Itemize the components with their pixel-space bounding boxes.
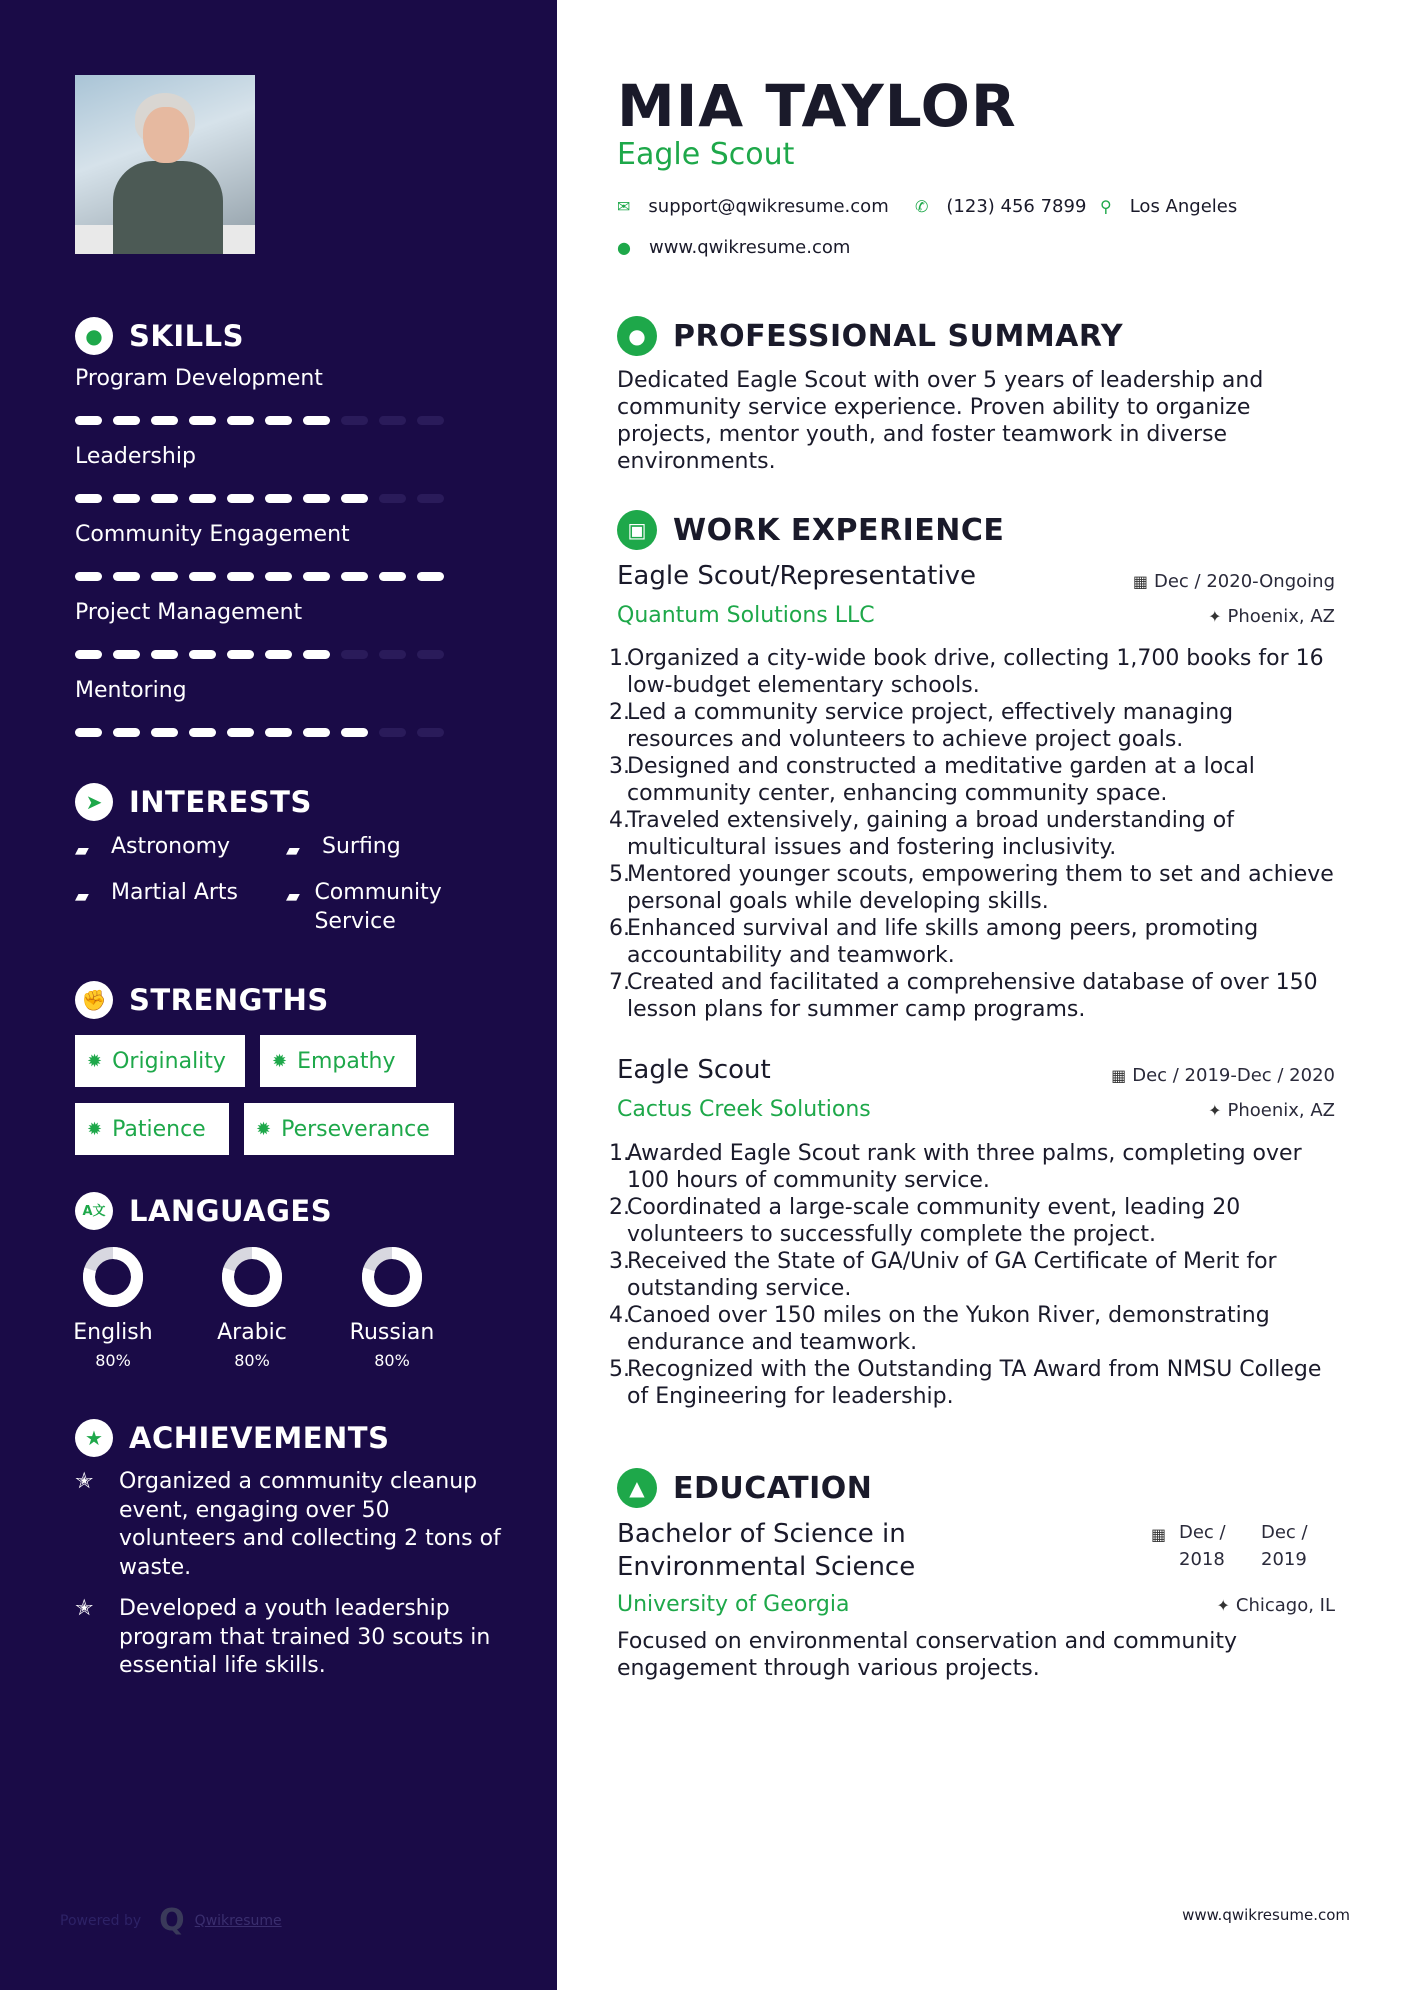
skill-level-dot xyxy=(75,416,102,425)
language-proficiency-ring xyxy=(221,1246,283,1308)
job-company: Quantum Solutions LLC xyxy=(617,603,875,628)
contact-location: ⚲ Los Angeles xyxy=(1100,196,1238,217)
list-number: 4. xyxy=(609,1303,630,1328)
skill-level-dot xyxy=(189,728,216,737)
skill-name: Project Management xyxy=(75,600,303,625)
book-icon: ▰ xyxy=(75,886,89,907)
job-bullets xyxy=(609,1140,1337,1410)
job-location: ✦ Phoenix, AZ xyxy=(1208,1100,1335,1121)
skill-level-dot xyxy=(379,572,406,581)
skill-level-dot xyxy=(189,494,216,503)
list-number: 6. xyxy=(609,916,630,941)
language-proficiency-ring xyxy=(361,1246,423,1308)
experience-header xyxy=(617,510,1004,550)
job-title: Eagle Scout xyxy=(617,1055,771,1085)
skill-level-bar xyxy=(75,572,455,581)
skill-name: Community Engagement xyxy=(75,522,350,547)
education-end: Dec / 2019 xyxy=(1261,1522,1308,1570)
skill-level-dot xyxy=(379,728,406,737)
fist-icon: ✊ xyxy=(75,981,113,1019)
star-icon: ✭ xyxy=(75,1469,94,1494)
skill-name: Mentoring xyxy=(75,678,187,703)
list-number: 2. xyxy=(609,700,630,725)
list-item: 5. Recognized with the Outstanding TA Award from NMSU College of Engineering for leadership. xyxy=(609,1357,1322,1409)
skill-level-dot xyxy=(151,572,178,581)
education-description: Focused on environmental conservation and community engagement through various projects. xyxy=(617,1629,1238,1681)
language-percent: 80% xyxy=(95,1351,131,1370)
list-item: 3. Designed and constructed a meditative garden at a local community center, enhancing community space. xyxy=(609,754,1255,806)
skill-level-dot xyxy=(113,494,140,503)
list-number: 2. xyxy=(609,1195,630,1220)
profile-photo xyxy=(75,75,255,254)
job-date: ▦ Dec / 2019-Dec / 2020 xyxy=(1111,1065,1335,1086)
main-content xyxy=(557,0,1407,1990)
skill-level-dot xyxy=(113,650,140,659)
skill-item xyxy=(75,442,455,503)
skill-level-dot xyxy=(75,572,102,581)
skill-level-dot xyxy=(417,416,444,425)
skill-level-dot xyxy=(151,416,178,425)
pin-icon: ✦ xyxy=(1208,607,1222,626)
list-number: 1. xyxy=(609,646,630,671)
skill-level-dot xyxy=(379,416,406,425)
skill-level-dot xyxy=(303,416,330,425)
education-header xyxy=(617,1468,872,1508)
skill-level-bar xyxy=(75,416,455,425)
list-number: 3. xyxy=(609,1249,630,1274)
languages-header xyxy=(75,1191,332,1231)
envelope-icon: ✉ xyxy=(617,197,631,216)
degree-title: Bachelor of Science in Environmental Science xyxy=(617,1519,916,1582)
star-icon: ✭ xyxy=(75,1596,94,1621)
skill-level-bar xyxy=(75,650,455,659)
skill-item xyxy=(75,676,455,737)
interest-item: ▰ Martial Arts xyxy=(75,880,239,907)
skill-level-dot xyxy=(265,416,292,425)
interest-item: ▰ Community Service xyxy=(286,880,442,934)
skill-level-dot xyxy=(227,416,254,425)
skill-name: Leadership xyxy=(75,444,196,469)
skill-level-dot xyxy=(303,572,330,581)
skill-level-dot xyxy=(227,650,254,659)
person-name: MIA TAYLOR xyxy=(617,72,1017,140)
skill-level-dot xyxy=(227,494,254,503)
skill-level-dot xyxy=(265,494,292,503)
skill-level-dot xyxy=(417,650,444,659)
list-number: 7. xyxy=(609,970,630,995)
book-icon: ▰ xyxy=(286,840,300,861)
interests-header xyxy=(75,782,312,822)
list-item: 6. Enhanced survival and life skills among peers, promoting accountability and teamwork. xyxy=(609,916,1259,968)
footer-url[interactable]: www.qwikresume.com xyxy=(1182,1906,1350,1924)
interest-item: ▰ Surfing xyxy=(286,834,401,861)
languages-title: LANGUAGES xyxy=(129,1194,333,1228)
book-icon: ▰ xyxy=(286,886,300,907)
badge-icon: ✹ xyxy=(272,1050,288,1072)
skill-level-dot xyxy=(341,494,368,503)
job-bullets xyxy=(609,645,1337,1023)
skill-level-dot xyxy=(151,728,178,737)
skill-name: Program Development xyxy=(75,366,323,391)
globe-icon: ● xyxy=(617,238,631,257)
skill-level-dot xyxy=(417,728,444,737)
skills-header xyxy=(75,316,244,356)
pin-icon: ✦ xyxy=(1208,1101,1222,1120)
skill-level-dot xyxy=(379,650,406,659)
achievement-item: ✭ Developed a youth leadership program that trained 30 scouts in essential life skills. xyxy=(75,1595,505,1681)
skill-level-dot xyxy=(303,728,330,737)
badge-icon: ✹ xyxy=(87,1050,103,1072)
skill-item xyxy=(75,598,455,659)
skill-level-dot xyxy=(113,572,140,581)
language-name: Russian xyxy=(349,1320,435,1345)
interest-item: ▰ Astronomy xyxy=(75,834,231,861)
powered-by: Powered by Q Qwikresume xyxy=(60,1903,282,1938)
list-item: 7. Created and facilitated a comprehensive database of over 150 lesson plans for summer camp programs. xyxy=(609,970,1318,1022)
summary-title: PROFESSIONAL SUMMARY xyxy=(673,318,1124,354)
skill-level-dot xyxy=(265,572,292,581)
language-proficiency-ring xyxy=(82,1246,144,1308)
strength-chip: ✹ Empathy xyxy=(260,1035,416,1087)
skill-item xyxy=(75,520,455,581)
list-number: 5. xyxy=(609,1357,630,1382)
skill-level-dot xyxy=(113,728,140,737)
skills-title: SKILLS xyxy=(129,319,244,353)
language-item xyxy=(337,1246,447,1370)
education-location: ✦ Chicago, IL xyxy=(1216,1595,1335,1616)
strengths-header xyxy=(75,980,329,1020)
brand-link[interactable]: Qwikresume xyxy=(194,1912,282,1929)
skill-level-dot xyxy=(417,572,444,581)
job-date: ▦ Dec / 2020-Ongoing xyxy=(1132,571,1335,592)
skill-level-dot xyxy=(113,416,140,425)
language-percent: 80% xyxy=(234,1351,270,1370)
list-item: 1. Organized a city-wide book drive, collecting 1,700 books for 16 low-budget elementary schools. xyxy=(609,646,1324,698)
skill-level-dot xyxy=(379,494,406,503)
skill-level-dot xyxy=(341,572,368,581)
calendar-icon: ▦ xyxy=(1111,1066,1127,1085)
achievement-item: ✭ Organized a community cleanup event, engaging over 50 volunteers and collecting 2 tons of waste. xyxy=(75,1468,505,1582)
job-company: Cactus Creek Solutions xyxy=(617,1097,871,1122)
skill-level-dot xyxy=(189,416,216,425)
list-item: 3. Received the State of GA/Univ of GA Certificate of Merit for outstanding service. xyxy=(609,1249,1277,1301)
badge-icon: ✹ xyxy=(87,1118,103,1140)
skill-level-dot xyxy=(417,494,444,503)
skill-level-dot xyxy=(189,650,216,659)
language-name: Arabic xyxy=(217,1320,287,1345)
user-icon: ● xyxy=(617,316,657,356)
list-item: 2. Led a community service project, effectively managing resources and volunteers to achieve project goals. xyxy=(609,700,1234,752)
skill-level-dot xyxy=(151,494,178,503)
strengths-title: STRENGTHS xyxy=(129,983,329,1017)
skill-level-dot xyxy=(227,728,254,737)
calendar-icon: ▦ xyxy=(1132,572,1148,591)
summary-text: Dedicated Eagle Scout with over 5 years of leadership and community service experience. Proven ability to organize projects, mentor youth, and foster teamwork in diverse environments. xyxy=(617,368,1264,474)
skill-level-dot xyxy=(341,416,368,425)
list-item: 5. Mentored younger scouts, empowering them to set and achieve personal goals while developing skills. xyxy=(609,862,1334,914)
skill-level-dot xyxy=(341,650,368,659)
calendar-icon: ▦ xyxy=(1151,1525,1167,1544)
skill-level-dot xyxy=(75,494,102,503)
list-number: 4. xyxy=(609,808,630,833)
map-pin-icon: ⚲ xyxy=(1100,197,1112,216)
job-title: Eagle Scout/Representative xyxy=(617,561,976,591)
achievements-header xyxy=(75,1418,389,1458)
experience-title: WORK EXPERIENCE xyxy=(673,512,1005,548)
language-item xyxy=(58,1246,168,1370)
skill-level-dot xyxy=(303,494,330,503)
sidebar xyxy=(0,0,557,1990)
job-location: ✦ Phoenix, AZ xyxy=(1208,606,1335,627)
interests-title: INTERESTS xyxy=(129,785,312,819)
contact-phone[interactable]: ✆ (123) 456 7899 xyxy=(915,196,1087,217)
skill-level-dot xyxy=(341,728,368,737)
skill-level-dot xyxy=(265,728,292,737)
skill-level-dot xyxy=(303,650,330,659)
phone-icon: ✆ xyxy=(915,197,929,216)
skill-level-dot xyxy=(227,572,254,581)
list-number: 5. xyxy=(609,862,630,887)
list-number: 3. xyxy=(609,754,630,779)
school-name: University of Georgia xyxy=(617,1592,850,1617)
strength-chip: ✹ Perseverance xyxy=(244,1103,454,1155)
education-dates xyxy=(1151,1525,1172,1544)
paper-plane-icon: ➤ xyxy=(75,783,113,821)
skill-level-dot xyxy=(75,728,102,737)
education-title: EDUCATION xyxy=(673,1470,873,1506)
list-item: 2. Coordinated a large-scale community event, leading 20 volunteers to successfully complete the project. xyxy=(609,1195,1241,1247)
list-item: 4. Traveled extensively, gaining a broad understanding of multicultural issues and fostering inclusivity. xyxy=(609,808,1234,860)
lightbulb-icon: ● xyxy=(75,317,113,355)
language-percent: 80% xyxy=(374,1351,410,1370)
list-item: 4. Canoed over 150 miles on the Yukon River, demonstrating endurance and teamwork. xyxy=(609,1303,1270,1355)
summary-header xyxy=(617,316,1123,356)
skill-level-bar xyxy=(75,728,455,737)
badge-icon: ✹ xyxy=(256,1118,272,1140)
education-start: Dec / 2018 xyxy=(1179,1522,1226,1570)
achievements-title: ACHIEVEMENTS xyxy=(129,1421,390,1455)
briefcase-icon: ▣ xyxy=(617,510,657,550)
star-badge-icon: ★ xyxy=(75,1419,113,1457)
skill-level-dot xyxy=(189,572,216,581)
skill-level-dot xyxy=(75,650,102,659)
graduation-cap-icon: ▲ xyxy=(617,1468,657,1508)
person-role: Eagle Scout xyxy=(617,137,795,172)
contact-email[interactable]: ✉ support@qwikresume.com xyxy=(617,196,889,217)
list-item: 1. Awarded Eagle Scout rank with three palms, completing over 100 hours of community service. xyxy=(609,1141,1302,1193)
skill-level-dot xyxy=(265,650,292,659)
strength-chip: ✹ Patience xyxy=(75,1103,229,1155)
pin-icon: ✦ xyxy=(1216,1596,1230,1615)
qwikresume-logo-icon: Q xyxy=(159,1903,185,1938)
translate-icon: A文 xyxy=(75,1192,113,1230)
language-item xyxy=(197,1246,307,1370)
language-name: English xyxy=(73,1320,153,1345)
list-number: 1. xyxy=(609,1141,630,1166)
book-icon: ▰ xyxy=(75,840,89,861)
skill-level-bar xyxy=(75,494,455,503)
skill-level-dot xyxy=(151,650,178,659)
contact-website[interactable]: ● www.qwikresume.com xyxy=(617,237,851,258)
strength-chip: ✹ Originality xyxy=(75,1035,245,1087)
skill-item xyxy=(75,364,455,425)
